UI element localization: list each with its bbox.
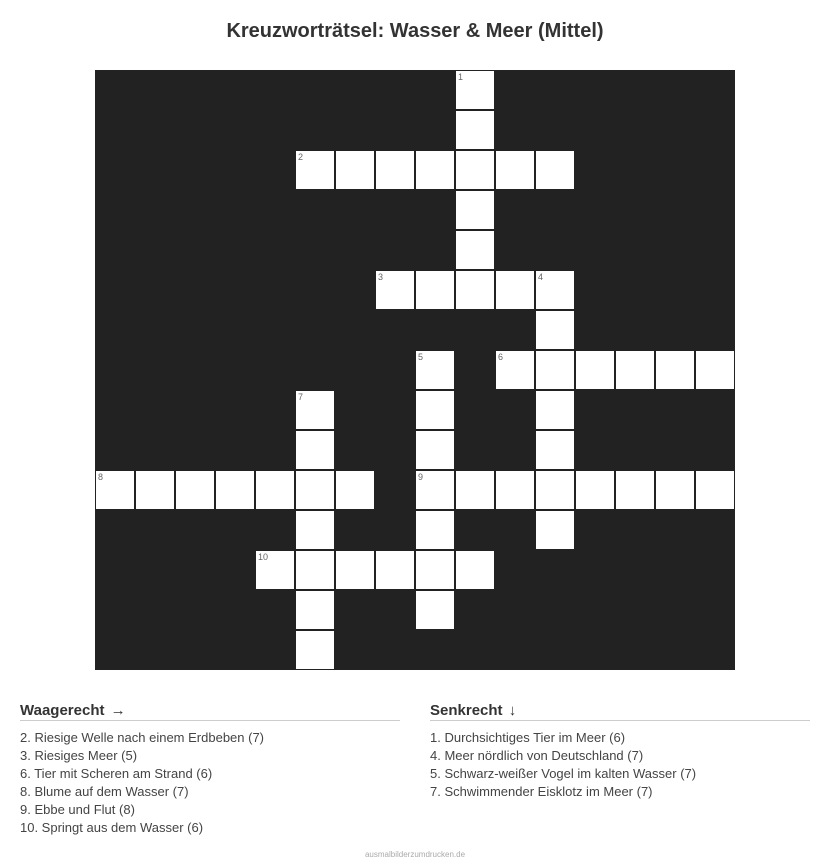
down-clue: 4. Meer nördlich von Deutschland (7) [430,748,644,763]
clue-number: 4 [538,272,544,282]
clue-number: 5 [418,352,424,362]
clue-number: 7 [298,392,304,402]
crossword-cell[interactable] [615,350,655,390]
crossword-cell[interactable] [295,390,335,430]
crossword-cell[interactable] [535,310,575,350]
crossword-cell[interactable] [335,550,375,590]
crossword-cell[interactable] [615,470,655,510]
clue-number: 1 [458,72,464,82]
crossword-cell[interactable] [695,350,735,390]
crossword-cell[interactable] [375,270,415,310]
down-heading-label: Senkrecht [430,702,503,719]
clue-number: 9 [418,472,424,482]
down-heading [430,702,810,721]
across-clue: 9. Ebbe und Flut (8) [20,802,135,817]
clue-number: 10 [258,552,269,562]
down-clues-section [430,702,810,801]
down-clue: 1. Durchsichtiges Tier im Meer (6) [430,730,626,745]
crossword-cell[interactable] [375,150,415,190]
page-title: Kreuzworträtsel: Wasser & Meer (Mittel) [226,20,604,42]
crossword-cell[interactable] [415,510,455,550]
crossword-cell[interactable] [535,390,575,430]
crossword-cell[interactable] [495,150,535,190]
crossword-cell[interactable] [455,150,495,190]
crossword-cell[interactable] [455,550,495,590]
crossword-cell[interactable] [455,190,495,230]
crossword-cell[interactable] [95,470,135,510]
crossword-cell[interactable] [535,350,575,390]
down-clue-list [430,729,810,801]
crossword-cell[interactable] [535,150,575,190]
arrow-right-icon: → [110,702,126,719]
crossword-cell[interactable] [495,350,535,390]
crossword-cell[interactable] [455,230,495,270]
crossword-cell[interactable] [455,70,495,110]
crossword-cell[interactable] [295,630,335,670]
crossword-cell[interactable] [295,590,335,630]
crossword-cell[interactable] [455,470,495,510]
crossword-cell[interactable] [575,350,615,390]
crossword-cell[interactable] [415,550,455,590]
across-clue: 10. Springt aus dem Wasser (6) [20,820,204,835]
across-clue: 3. Riesiges Meer (5) [20,748,138,763]
crossword-cell[interactable] [535,430,575,470]
crossword-cell[interactable] [295,430,335,470]
crossword-cell[interactable] [535,270,575,310]
crossword-cell[interactable] [655,470,695,510]
crossword-cell[interactable] [255,550,295,590]
crossword-cell[interactable] [415,350,455,390]
clue-number: 3 [378,272,384,282]
crossword-cell[interactable] [255,470,295,510]
crossword-cell[interactable] [455,270,495,310]
crossword-cell[interactable] [575,470,615,510]
crossword-cell[interactable] [215,470,255,510]
crossword-cell[interactable] [295,470,335,510]
crossword-cell[interactable] [335,470,375,510]
crossword-cell[interactable] [295,510,335,550]
across-clue: 8. Blume auf dem Wasser (7) [20,784,189,799]
across-heading-label: Waagerecht [20,702,105,719]
crossword-cell[interactable] [495,470,535,510]
down-clue: 7. Schwimmender Eisklotz im Meer (7) [430,784,653,799]
crossword-cell[interactable] [535,510,575,550]
crossword-cell[interactable] [415,430,455,470]
crossword-cell[interactable] [295,150,335,190]
across-heading [20,702,400,721]
across-clue: 6. Tier mit Scheren am Strand (6) [20,766,213,781]
clue-number: 6 [498,352,504,362]
crossword-cell[interactable] [415,590,455,630]
across-clue: 2. Riesige Welle nach einem Erdbeben (7) [20,730,265,745]
crossword-cell[interactable] [415,270,455,310]
crossword-cell[interactable] [375,550,415,590]
crossword-cell[interactable] [175,470,215,510]
clue-number: 8 [98,472,104,482]
across-clues-section [20,702,400,837]
crossword-grid [95,70,735,670]
crossword-cell[interactable] [335,150,375,190]
clue-number: 2 [298,152,304,162]
crossword-cell[interactable] [415,150,455,190]
crossword-cell[interactable] [135,470,175,510]
crossword-cell[interactable] [295,550,335,590]
crossword-cell[interactable] [415,390,455,430]
across-clue-list [20,729,400,837]
crossword-cell[interactable] [495,270,535,310]
crossword-cell[interactable] [415,470,455,510]
crossword-cell[interactable] [695,470,735,510]
arrow-down-icon: ↓ [508,702,517,719]
crossword-cell[interactable] [535,470,575,510]
crossword-cell[interactable] [655,350,695,390]
crossword-cell[interactable] [455,110,495,150]
down-clue: 5. Schwarz-weißer Vogel im kalten Wasser (7) [430,766,697,781]
footer-credit: ausmalbilderzumdrucken.de [364,850,466,859]
